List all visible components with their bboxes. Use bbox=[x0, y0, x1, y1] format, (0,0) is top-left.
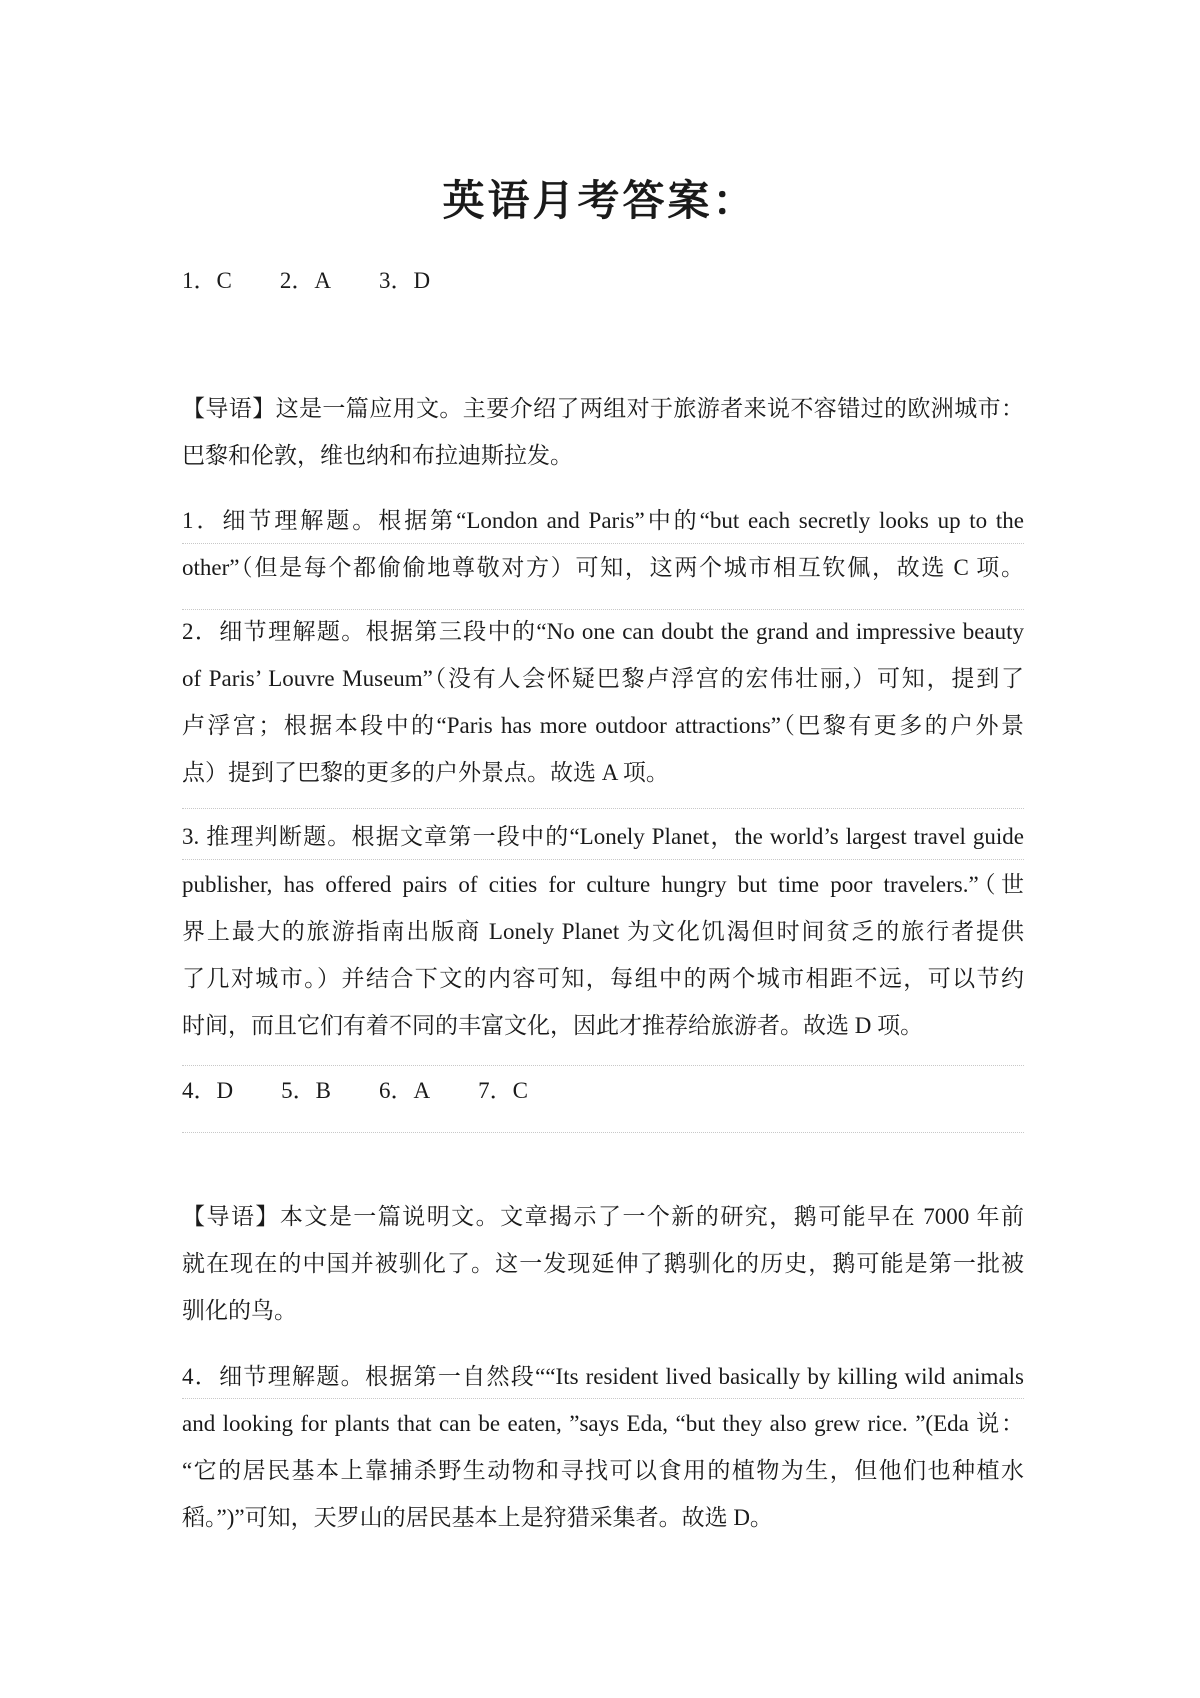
page-title: 英语月考答案： bbox=[442, 176, 758, 225]
q1-line: 1．细节理解题。根据第“London and Paris”中的“but each secretly looks up to the bbox=[182, 508, 1024, 533]
answer: 7．C bbox=[478, 1078, 528, 1103]
intro1-line: 巴黎和伦敦，维也纳和布拉迪斯拉发。 bbox=[182, 443, 573, 468]
q2-line: of Paris’ Louvre Museum”（没有人会怀疑巴黎卢浮宫的宏伟壮丽,）可知，提到了 bbox=[182, 666, 1024, 691]
q3-line: 界上最大的旅游指南出版商 Lonely Planet 为文化饥渴但时间贫乏的旅行者提供 bbox=[182, 919, 1024, 944]
q2-line: 2．细节理解题。根据第三段中的“No one can doubt the grand and impressive beauty bbox=[182, 619, 1024, 644]
answers-4-7 bbox=[182, 1076, 1024, 1106]
dotted-divider bbox=[182, 859, 1024, 860]
q3-line: publisher, has offered pairs of cities for culture hungry but time poor travelers.”（世 bbox=[182, 872, 1024, 897]
answer: 4．D bbox=[182, 1078, 234, 1103]
answers-1-3 bbox=[182, 266, 1024, 296]
dotted-divider bbox=[182, 1398, 1024, 1399]
q4-line: and looking for plants that can be eaten, ”says Eda, “but they also grew rice. ”(Eda 说： bbox=[182, 1411, 1024, 1436]
dotted-divider bbox=[182, 543, 1024, 544]
dotted-divider bbox=[182, 1132, 1024, 1133]
answer: 2．A bbox=[279, 268, 331, 293]
answer: 1．C bbox=[182, 268, 232, 293]
q4-line: 稻。”)”可知，天罗山的居民基本上是狩猎采集者。故选 D。 bbox=[182, 1505, 773, 1530]
dotted-divider bbox=[182, 1065, 1024, 1066]
q2-line: 卢浮宫；根据本段中的“Paris has more outdoor attractions”（巴黎有更多的户外景 bbox=[182, 713, 1024, 738]
q3-line: 了几对城市。）并结合下文的内容可知，每组中的两个城市相距不远，可以节约 bbox=[182, 966, 1024, 991]
intro2-line: 就在现在的中国并被驯化了。这一发现延伸了鹅驯化的历史，鹅可能是第一批被 bbox=[182, 1251, 1024, 1276]
q2-line: 点）提到了巴黎的更多的户外景点。故选 A 项。 bbox=[182, 760, 669, 785]
intro2-line: 【导语】本文是一篇说明文。文章揭示了一个新的研究，鹅可能早在 7000 年前 bbox=[182, 1204, 1024, 1229]
dotted-divider bbox=[182, 609, 1024, 610]
intro2-line: 驯化的鸟。 bbox=[182, 1298, 297, 1323]
q4-line: “它的居民基本上靠捕杀野生动物和寻找可以食用的植物为生，但他们也种植水 bbox=[182, 1458, 1024, 1483]
answer: 3．D bbox=[378, 268, 431, 293]
q3-line: 时间，而且它们有着不同的丰富文化，因此才推荐给旅游者。故选 D 项。 bbox=[182, 1013, 924, 1038]
intro1-line: 【导语】这是一篇应用文。主要介绍了两组对于旅游者来说不容错过的欧洲城市： bbox=[182, 396, 1024, 421]
q4-line: 4．细节理解题。根据第一自然段““Its resident lived basically by killing wild animals bbox=[182, 1364, 1024, 1389]
answer: 5．B bbox=[281, 1078, 331, 1103]
q3-line: 3. 推理判断题。根据文章第一段中的“Lonely Planet，the world’s largest travel guide bbox=[182, 824, 1024, 849]
dotted-divider bbox=[182, 808, 1024, 809]
answer: 6．A bbox=[378, 1078, 431, 1103]
q1-line: other”（但是每个都偷偷地尊敬对方）可知，这两个城市相互钦佩，故选 C 项。 bbox=[182, 555, 1024, 580]
